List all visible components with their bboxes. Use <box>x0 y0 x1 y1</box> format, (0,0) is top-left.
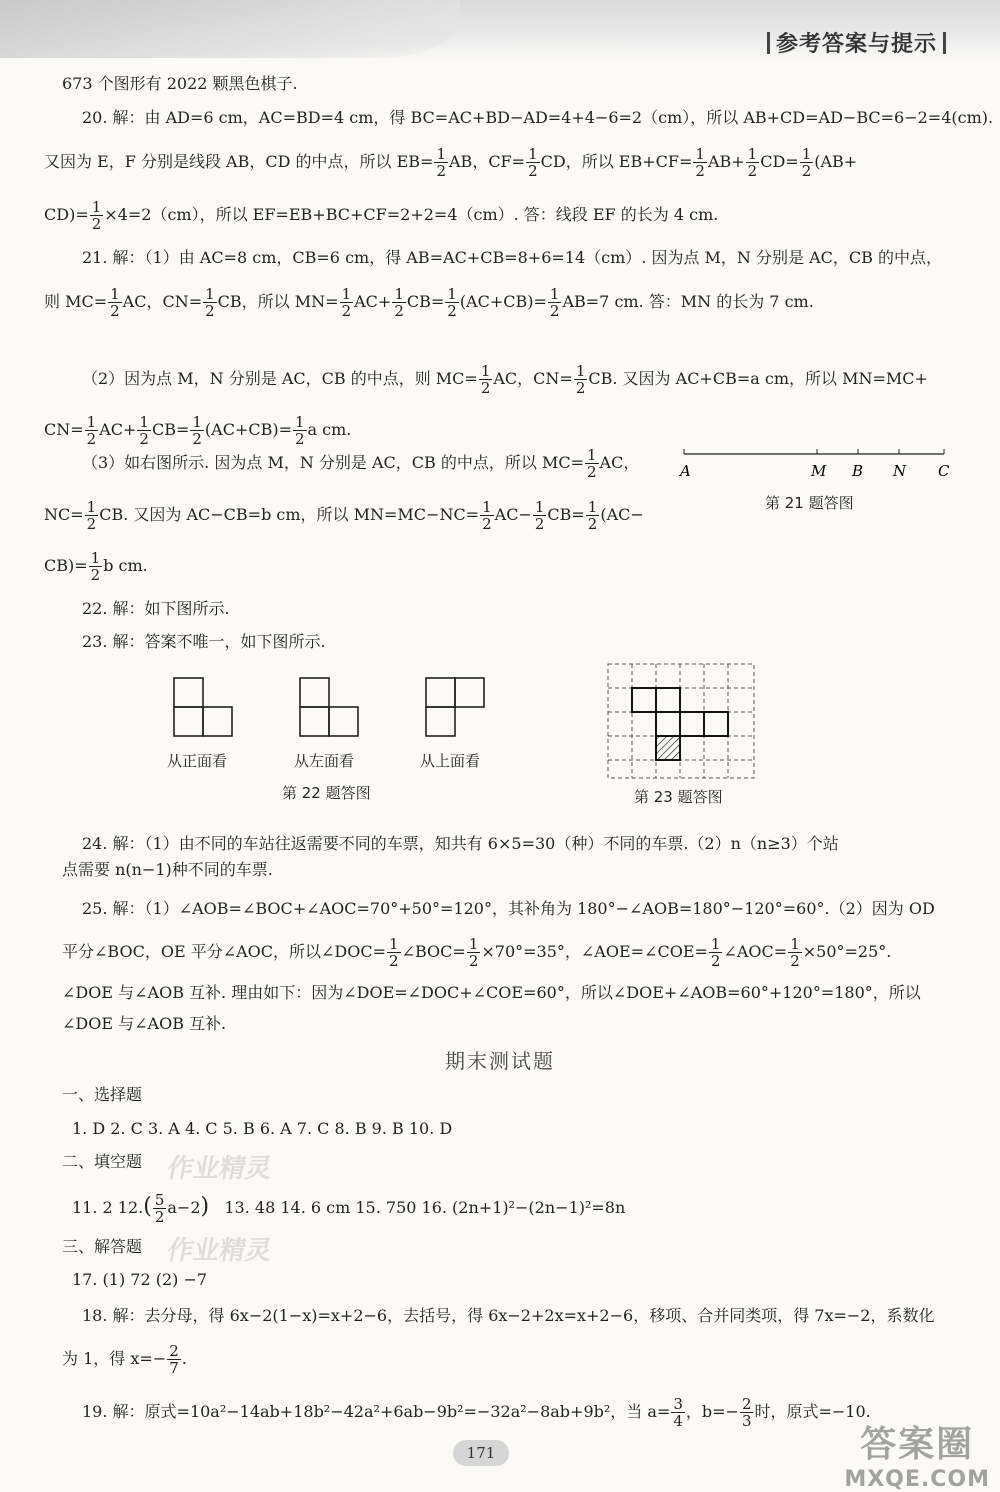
text-line: （2）因为点 M，N 分别是 AC，CB 的中点，则 MC= $\frac{1}{2}$ AC，CN= $\frac{1}{2}$ CB. 又因为 AC+CB=a cm，所以 MN=MC+ <box>82 362 928 397</box>
text-line: 平分∠BOC，OE 平分∠AOC，所以∠DOC= $\frac{1}{2}$ ∠BOC= $\frac{1}{2}$ ×70°=35°，∠AOE=∠COE= $\frac{1}{2}$ ∠AOC= $\frac{1}{2}$ ×50°=25°. <box>62 935 892 970</box>
page-number: 171 <box>453 1440 509 1466</box>
fig22-caption: 第 22 题答图 <box>282 784 371 802</box>
fig23-caption: 第 23 题答图 <box>634 788 723 806</box>
text-line: 24. 解：（1）由不同的车站往返需要不同的车票，知共有 6×5=30（种）不同的车票.（2）n（n≥3）个站 <box>82 834 839 853</box>
section-title: 期末测试题 <box>445 1049 555 1073</box>
fraction: $\frac{1}{2}$ <box>747 145 758 180</box>
fig23-grid-figure <box>606 662 758 782</box>
fig21-caption: 第 21 题答图 <box>765 494 854 512</box>
text-line: ∠DOE 与∠AOB 互补. 理由如下：因为∠DOE=∠DOC+∠COE=60°，所以∠DOE+∠AOB=60°+120°=180°，所以 <box>62 983 921 1002</box>
header-title: 参考答案与提示 <box>761 27 952 58</box>
fill-answers: 11. 2 12.( $\frac{5}{2}$ a−2) 13. 48 14. 6 cm 15. 750 16. (2n+1)²−(2n−1)²=8n <box>72 1191 626 1226</box>
choice-answers: 1. D 2. C 3. A 4. C 5. B 6. A 7. C 8. B 9. B 10. D <box>72 1119 453 1138</box>
top-view-figure <box>424 676 486 738</box>
point-label-n: N <box>893 462 907 480</box>
point-label-b: B <box>852 462 864 480</box>
fig21-segment-diagram <box>676 446 956 488</box>
text-line: 673 个图形有 2022 颗黑色棋子. <box>62 74 298 93</box>
left-view-figure <box>298 676 360 738</box>
subsection-heading: 三、解答题 <box>62 1237 143 1256</box>
text-line: CB)= $\frac{1}{2}$ b cm. <box>44 549 148 584</box>
text-line: 点需要 n(n−1)种不同的车票. <box>62 860 273 879</box>
text-line: 20. 解：由 AD=6 cm，AC=BD=4 cm，得 BC=AC+BD−AD=4+4−6=2（cm），所以 AB+CD=AD−BC=6−2=4(cm). <box>82 108 994 127</box>
front-view-label: 从正面看 <box>167 752 228 770</box>
text-line: 25. 解：（1）∠AOB=∠BOC+∠AOC=70°+50°=120°，其补角为 180°−∠AOB=180°−120°=60°.（2）因为 OD <box>82 899 935 918</box>
watermark-text: 作业精灵 <box>164 1236 275 1266</box>
fraction: $\frac{1}{2}$ <box>436 145 446 180</box>
fraction: $\frac{1}{2}$ <box>91 198 102 233</box>
header-decoration <box>0 0 460 58</box>
text-line: 23. 解：答案不唯一，如下图所示. <box>82 632 326 651</box>
text-line: 19. 解：原式=10a²−14ab+18b²−42a²+6ab−9b²=−32a²−8ab+9b²，当 a= $\frac{3}{4}$ ，b=− $\frac{2}{3}$ 时，原式=−10. <box>82 1395 871 1430</box>
text-line: 又因为 E，F 分别是线段 AB，CD 的中点，所以 EB= $\frac{1}{2}$ AB，CF= $\frac{1}{2}$ CD，所以 EB+CF= $\frac{1}{2}$ AB+ $\frac{1}{2}$ CD= $\frac{1}{2}$ (AB+ <box>44 145 858 180</box>
site-watermark: 答案圈 MXQE.COM <box>844 1424 990 1492</box>
text-line: 17. (1) 72 (2) −7 <box>72 1270 208 1289</box>
top-view-label: 从上面看 <box>420 752 481 770</box>
point-label-m: M <box>811 462 827 480</box>
fraction: $\frac{1}{2}$ <box>528 145 538 180</box>
fraction: $\frac{1}{2}$ <box>801 145 812 180</box>
text-line: CN= $\frac{1}{2}$ AC+ $\frac{1}{2}$ CB= $\frac{1}{2}$ (AC+CB)= $\frac{1}{2}$ a cm. <box>44 413 352 448</box>
point-label-c: C <box>938 462 950 480</box>
text-line: 18. 解：去分母，得 6x−2(1−x)=x+2−6，去括号，得 6x−2+2x=x+2−6，移项、合并同类项，得 7x=−2，系数化 <box>82 1306 935 1325</box>
text-line: CD)= $\frac{1}{2}$ ×4=2（cm），所以 EF=EB+BC+CF=2+2=4（cm）. 答：线段 EF 的长为 4 cm. <box>44 198 719 233</box>
front-view-figure <box>172 676 234 738</box>
text-line: 为 1，得 x=− $\frac{2}{7}$ . <box>62 1342 187 1377</box>
point-label-a: A <box>680 462 691 480</box>
text-line: 21. 解：（1）由 AC=8 cm，CB=6 cm，得 AB=AC+CB=8+6=14（cm）. 因为点 M，N 分别是 AC，CB 的中点， <box>82 248 942 267</box>
text-line: NC= $\frac{1}{2}$ CB. 又因为 AC−CB=b cm，所以 MN=MC−NC= $\frac{1}{2}$ AC− $\frac{1}{2}$ CB= $\frac{1}{2}$ (AC− <box>44 498 644 533</box>
text-line: ∠DOE 与∠AOB 互补. <box>62 1014 227 1033</box>
fraction: $\frac{1}{2}$ <box>695 145 705 180</box>
subsection-heading: 一、选择题 <box>62 1085 143 1104</box>
text-line: 则 MC= $\frac{1}{2}$ AC，CN= $\frac{1}{2}$ CB，所以 MN= $\frac{1}{2}$ AC+ $\frac{1}{2}$ CB= $\frac{1}{2}$ (AC+CB)= $\frac{1}{2}$ AB=7 cm. 答：MN 的长为 7 cm. <box>44 285 814 320</box>
watermark-text: 作业精灵 <box>164 1154 275 1184</box>
text-line: 22. 解：如下图所示. <box>82 599 230 618</box>
left-view-label: 从左面看 <box>294 752 355 770</box>
text-line: （3）如右图所示. 因为点 M，N 分别是 AC，CB 的中点，所以 MC= $\frac{1}{2}$ AC， <box>82 446 640 481</box>
subsection-heading: 二、填空题 <box>62 1152 143 1171</box>
